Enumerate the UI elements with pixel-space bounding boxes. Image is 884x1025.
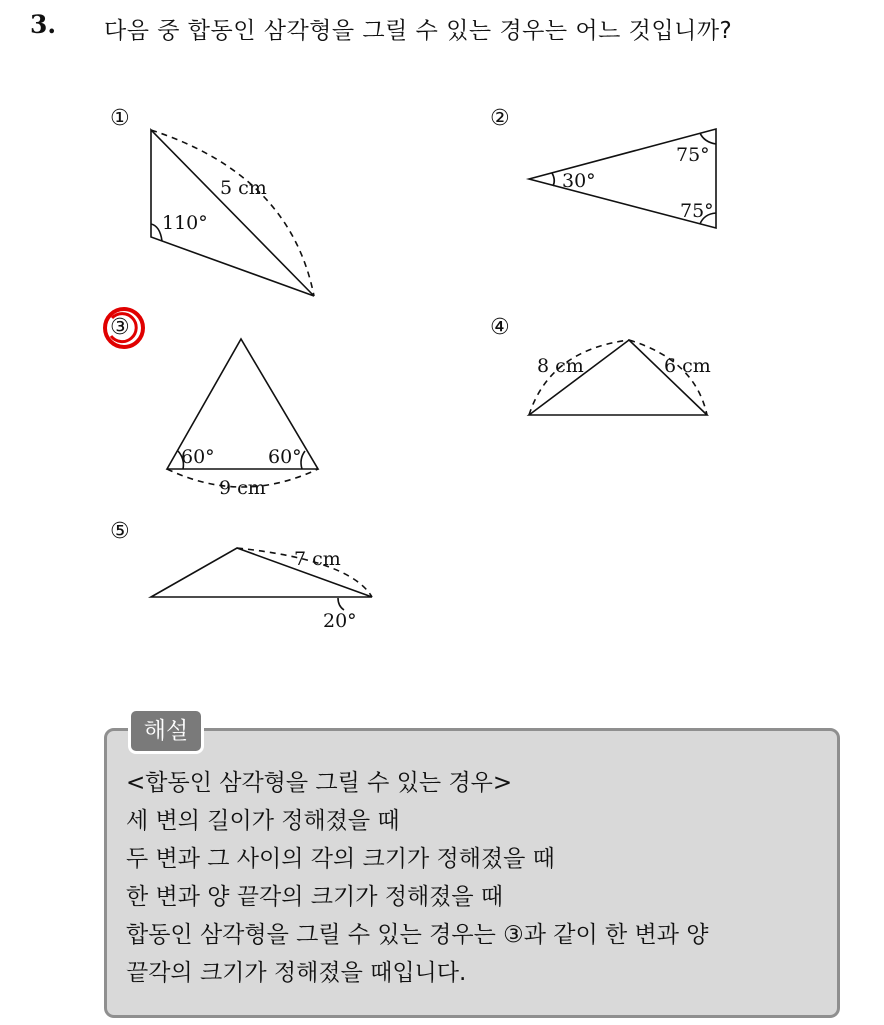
explanation-line-2: 세 변의 길이가 정해졌을 때 bbox=[126, 808, 400, 834]
option-3-angle-right-label: 60° bbox=[268, 446, 302, 468]
option-5-marker[interactable]: ⑤ bbox=[110, 519, 130, 544]
explanation-tag: 해설 bbox=[128, 708, 204, 754]
explanation-line-4: 한 변과 양 끝각의 크기가 정해졌을 때 bbox=[126, 884, 504, 910]
option-1-side-label: 5 cm bbox=[220, 177, 267, 199]
option-4-triangle bbox=[529, 340, 707, 415]
option-2-marker[interactable]: ② bbox=[490, 106, 510, 131]
option-1-angle-label: 110° bbox=[162, 212, 208, 234]
option-3-marker[interactable]: ③ bbox=[110, 315, 130, 340]
explanation-line-3: 두 변과 그 사이의 각의 크기가 정해졌을 때 bbox=[126, 846, 555, 872]
option-2-angle-bottom-label: 75° bbox=[680, 200, 714, 222]
option-4-side-right-label: 6 cm bbox=[664, 355, 711, 377]
explanation-line-1: <합동인 삼각형을 그릴 수 있는 경우> bbox=[126, 770, 513, 796]
question-number: 3. bbox=[30, 10, 57, 39]
option-5-side-label: 7 cm bbox=[294, 548, 341, 570]
explanation-line-6: 끝각의 크기가 정해졌을 때입니다. bbox=[126, 960, 467, 986]
option-1-marker[interactable]: ① bbox=[110, 106, 130, 131]
option-3-side-label: 9 cm bbox=[219, 477, 266, 499]
selection-circle-mark bbox=[105, 309, 143, 347]
option-2-angle-top-label: 75° bbox=[676, 144, 710, 166]
option-5-angle-label: 20° bbox=[323, 610, 357, 632]
option-3-angle-left-label: 60° bbox=[181, 446, 215, 468]
option-4-side-left-label: 8 cm bbox=[537, 355, 584, 377]
question-text: 다음 중 합동인 삼각형을 그릴 수 있는 경우는 어느 것입니까? bbox=[104, 18, 733, 44]
option-2-angle-left-label: 30° bbox=[562, 170, 596, 192]
option-4-marker[interactable]: ④ bbox=[490, 315, 510, 340]
explanation-line-5: 합동인 삼각형을 그릴 수 있는 경우는 ③과 같이 한 변과 양 bbox=[126, 922, 709, 948]
